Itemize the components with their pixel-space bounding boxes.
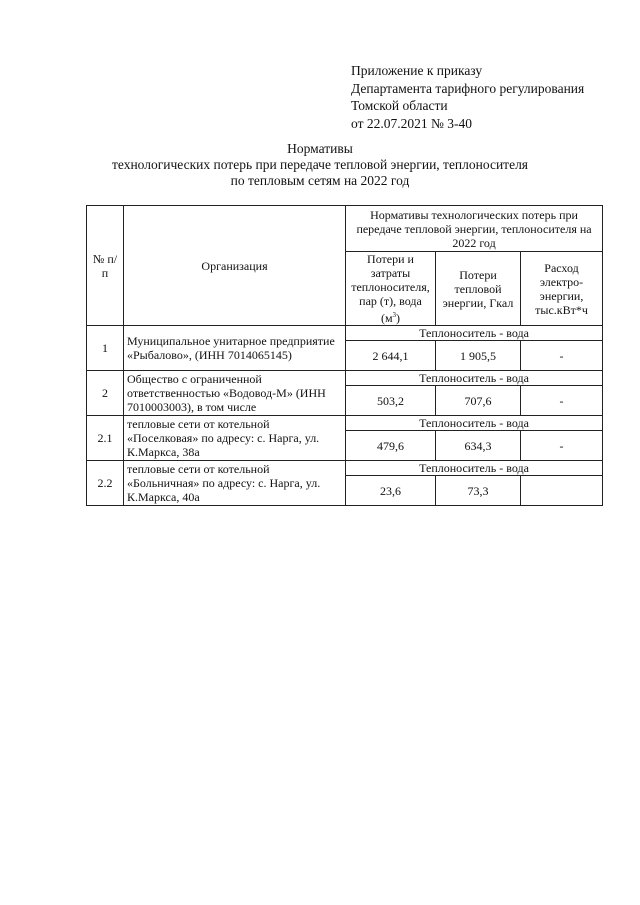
header-norms-group: Нормативы технологических потерь при передаче тепловой энергии, теплоносителя на 2022 год [346, 206, 603, 252]
header-num: № п/п [87, 206, 124, 326]
appendix-block [351, 62, 584, 132]
header-coolant-sup: 3 [392, 311, 397, 319]
row-coolant-value: 503,2 [346, 386, 436, 416]
header-organization: Организация [124, 206, 346, 326]
row-power-value: - [521, 386, 603, 416]
row-heat-value: 634,3 [436, 431, 521, 461]
row-coolant-value: 23,6 [346, 476, 436, 506]
row-num: 1 [87, 326, 124, 371]
row-num: 2.1 [87, 416, 124, 461]
table-row [87, 461, 603, 476]
header-power-use: Расход электро-энергии, тыс.кВт*ч [521, 252, 603, 326]
title-line: технологических потерь при передаче тепловой энергии, теплоносителя [111, 157, 529, 172]
row-medium: Теплоноситель - вода [346, 371, 603, 386]
row-heat-value: 73,3 [436, 476, 521, 506]
row-power-value [521, 476, 603, 506]
row-num: 2 [87, 371, 124, 416]
table-row [87, 371, 603, 386]
appendix-line: Приложение к приказу [351, 63, 483, 78]
row-organization: тепловые сети от котельной «Поселковая» по адресу: с. Нарга, ул. К.Маркса, 38а [124, 416, 346, 461]
row-medium: Теплоноситель - вода [346, 461, 603, 476]
row-power-value: - [521, 431, 603, 461]
title-line: по тепловым сетям на 2022 год [230, 173, 410, 188]
header-heat-loss: Потери тепловой энергии, Гкал [436, 252, 521, 326]
row-coolant-value: 2 644,1 [346, 341, 436, 371]
appendix-date: от 22.07.2021 № 3-40 [351, 115, 472, 131]
header-coolant-close: ) [396, 311, 401, 325]
row-heat-value: 707,6 [436, 386, 521, 416]
table-row [87, 326, 603, 341]
row-medium: Теплоноситель - вода [346, 326, 603, 341]
norms-table [86, 205, 603, 506]
table-header-row [87, 206, 603, 252]
row-power-value: - [521, 341, 603, 371]
row-heat-value: 1 905,5 [436, 341, 521, 371]
appendix-line: Томской области [351, 98, 448, 113]
row-organization: Муниципальное унитарное предприятие «Рыбалово», (ИНН 7014065145) [124, 326, 346, 371]
title-line: Нормативы [287, 141, 353, 156]
appendix-line: Департамента тарифного регулирования [351, 80, 585, 96]
header-coolant-loss [346, 252, 436, 326]
row-num: 2.2 [87, 461, 124, 506]
row-organization: тепловые сети от котельной «Больничная» по адресу: с. Нарга, ул. К.Маркса, 40а [124, 461, 346, 506]
header-coolant-text: Потери и затраты теплоносителя, пар (т), вода (м [351, 252, 430, 325]
row-organization: Общество с ограниченной ответственностью «Водовод-М» (ИНН 7010003003), в том числе [124, 371, 346, 416]
document-title [0, 141, 640, 189]
table-row [87, 416, 603, 431]
row-medium: Теплоноситель - вода [346, 416, 603, 431]
row-coolant-value: 479,6 [346, 431, 436, 461]
